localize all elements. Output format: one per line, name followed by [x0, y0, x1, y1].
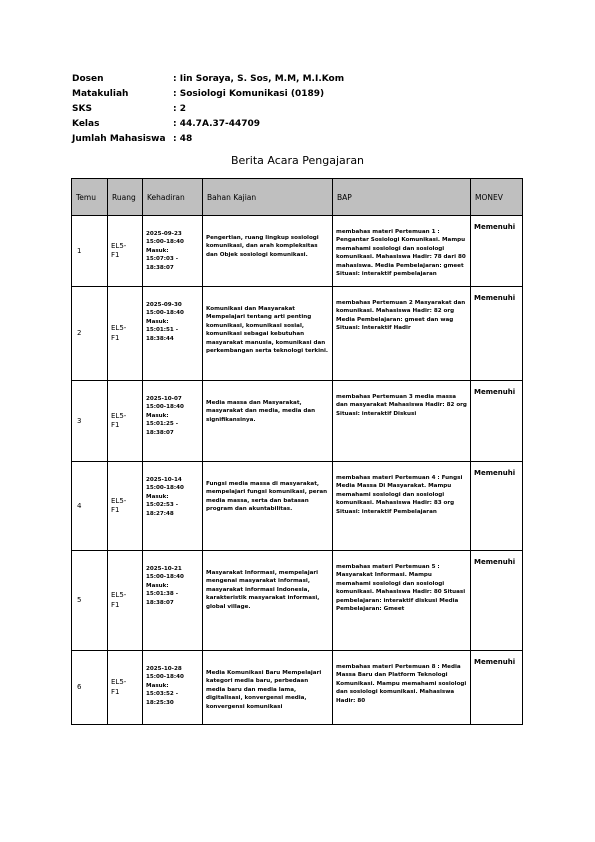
cell-temu: 5 [72, 551, 108, 651]
cell-bap: membahas materi Pertemuan 4 : Fungsi Media Massa Di Masyarakat. Mampu memahami sosiologi dan sosiologi komunikasi. Mahasiswa Hadir: 83 org Situasi: interaktif Pembelajaran [333, 462, 471, 551]
cell-bahan-kajian: Media Komunikasi Baru Mempelajari kategori media baru, perbedaan media baru dan media lama, digitalisasi, konvergensi media, konvergensi komunikasi [203, 651, 333, 725]
info-label: Dosen [72, 74, 104, 84]
cell-kehadiran: 2025-10-14 15:00-18:40 Masuk: 15:02:53 - 18:27:48 [143, 462, 203, 551]
table-row [72, 551, 523, 651]
col-header-temu: Temu [72, 179, 108, 216]
info-label: Kelas [72, 119, 100, 129]
cell-bahan-kajian: Media massa dan Masyarakat, masyarakat dan media, media dan signifikansinya. [203, 381, 333, 462]
info-label: Jumlah Mahasiswa [72, 134, 166, 144]
table-header [72, 179, 523, 216]
cell-ruang: EL5- F1 [108, 216, 143, 287]
cell-ruang: EL5- F1 [108, 287, 143, 381]
cell-monev: Memenuhi [471, 216, 523, 287]
info-label: SKS [72, 104, 92, 114]
attendance-table [71, 178, 523, 725]
cell-monev: Memenuhi [471, 551, 523, 651]
cell-temu: 4 [72, 462, 108, 551]
info-value: : 48 [173, 134, 193, 144]
cell-bahan-kajian: Komunikasi dan Masyarakat Mempelajari tentang arti penting komunikasi, komunikasi sosial, komunikasi sebagai kebutuhan masyarakat manusia, komunikasi dan perkembangan serta teknologi terkini. [203, 287, 333, 381]
info-row [72, 87, 344, 102]
info-row [72, 102, 344, 117]
cell-monev: Memenuhi [471, 651, 523, 725]
cell-ruang: EL5- F1 [108, 551, 143, 651]
cell-bap: membahas Pertemuan 3 media massa dan masyarakat Mahasiswa Hadir: 82 org Situasi: interaktif Diskusi [333, 381, 471, 462]
info-row [72, 72, 344, 87]
table-row [72, 651, 523, 725]
info-value: : Sosiologi Komunikasi (0189) [173, 89, 325, 99]
cell-ruang: EL5- F1 [108, 462, 143, 551]
info-value: : 2 [173, 104, 186, 114]
table-body [72, 216, 523, 725]
table-row [72, 216, 523, 287]
cell-temu: 3 [72, 381, 108, 462]
cell-bahan-kajian: Pengertian, ruang lingkup sosiologi komunikasi, dan arah kompleksitas dan Objek sosiologi komunikasi. [203, 216, 333, 287]
cell-monev: Memenuhi [471, 287, 523, 381]
cell-bap: membahas materi Pertemuan 8 : Media Massa Baru dan Platform Teknologi Komunikasi. Mampu memahami sosiologi dan sosiologi komunikasi. Mahasiswa Hadir: 80 [333, 651, 471, 725]
cell-kehadiran: 2025-10-07 15:00-18:40 Masuk: 15:01:25 - 18:38:07 [143, 381, 203, 462]
table-row [72, 287, 523, 381]
info-value: : 44.7A.37-44709 [173, 119, 261, 129]
info-row [72, 117, 344, 132]
col-header-kehadiran: Kehadiran [143, 179, 203, 216]
page-title: Berita Acara Pengajaran [230, 154, 365, 167]
cell-ruang: EL5- F1 [108, 651, 143, 725]
cell-kehadiran: 2025-09-23 15:00-18:40 Masuk: 15:07:03 - 18:38:07 [143, 216, 203, 287]
course-info [72, 72, 344, 147]
cell-temu: 6 [72, 651, 108, 725]
info-label: Matakuliah [72, 89, 129, 99]
cell-bahan-kajian: Fungsi media massa di masyarakat, mempelajari fungsi komunikasi, peran media massa, serta dan batasan program dan akuntabilitas. [203, 462, 333, 551]
cell-bahan-kajian: Masyarakat Informasi, mempelajari mengenai masyarakat informasi, masyarakat informasi Indonesia, karakteristik masyarakat informasi, global village. [203, 551, 333, 651]
table-row [72, 462, 523, 551]
cell-temu: 2 [72, 287, 108, 381]
info-value: : Iin Soraya, S. Sos, M.M, M.I.Kom [173, 74, 345, 84]
cell-monev: Memenuhi [471, 381, 523, 462]
cell-bap: membahas Pertemuan 2 Masyarakat dan komunikasi. Mahasiswa Hadir: 82 org Media Pembelajaran: gmeet dan wag Situasi: Interaktif Hadir [333, 287, 471, 381]
cell-monev: Memenuhi [471, 462, 523, 551]
col-header-bahan-kajian: Bahan Kajian [203, 179, 333, 216]
col-header-ruang: Ruang [108, 179, 143, 216]
cell-ruang: EL5- F1 [108, 381, 143, 462]
cell-bap: membahas materi Pertemuan 1 : Pengantar Sosiologi Komunikasi. Mampu memahami sosiologi dan sosiologi komunikasi. Mahasiswa Hadir: 78 dari 80 mahasiswa. Media Pembelajaran: gmeet Situasi: interaktif pembelajaran [333, 216, 471, 287]
cell-kehadiran: 2025-09-30 15:00-18:40 Masuk: 15:01:51 - 18:38:44 [143, 287, 203, 381]
info-row [72, 132, 344, 147]
col-header-monev: MONEV [471, 179, 523, 216]
table-row [72, 381, 523, 462]
col-header-bap: BAP [333, 179, 471, 216]
cell-kehadiran: 2025-10-28 15:00-18:40 Masuk: 15:03:52 - 18:25:30 [143, 651, 203, 725]
cell-bap: membahas materi Pertemuan 5 : Masyarakat Informasi. Mampu memahami sosiologi dan sosiologi komunikasi. Mahasiswa Hadir: 80 Situasi pembelajaran: interaktif diskusi Media Pembelajaran: Gmeet [333, 551, 471, 651]
cell-kehadiran: 2025-10-21 15:00-18:40 Masuk: 15:01:38 - 18:38:07 [143, 551, 203, 651]
cell-temu: 1 [72, 216, 108, 287]
